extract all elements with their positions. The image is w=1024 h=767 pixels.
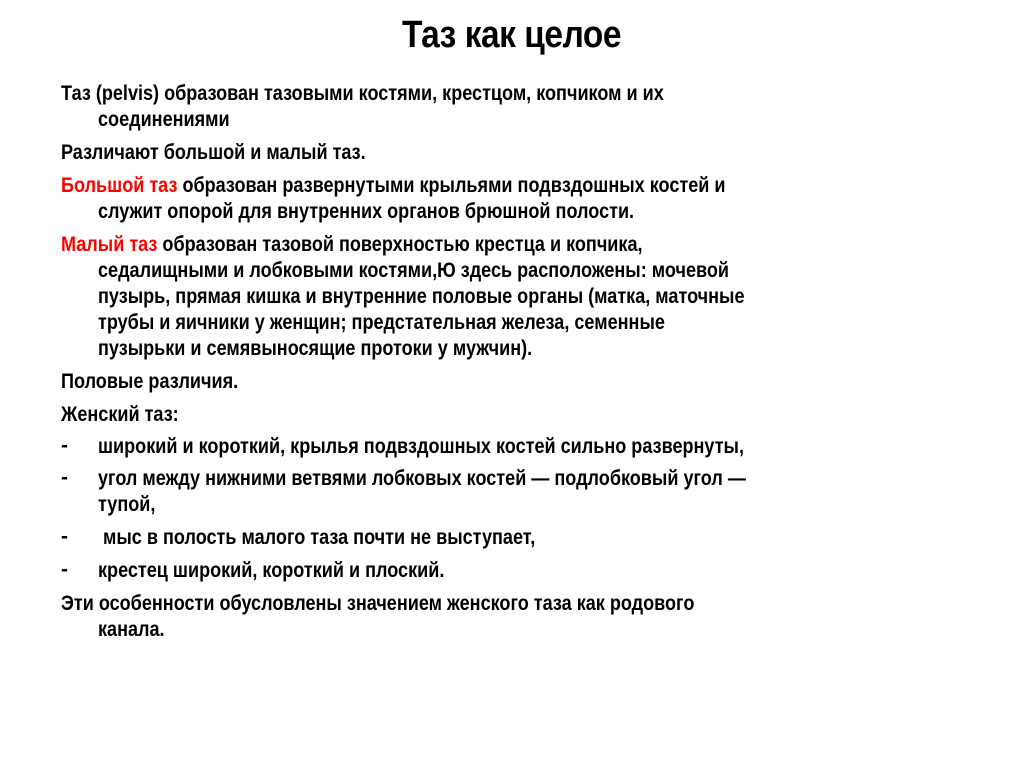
bullet-dash: -: [61, 434, 68, 457]
paragraph-line: Таз (pelvis) образован тазовыми костями, крестцом, копчиком и их: [61, 81, 664, 105]
paragraph-line: трубы и яичники у женщин; предстательная железа, семенные: [98, 310, 665, 334]
slide-title-text: Таз как целое: [402, 14, 622, 56]
paragraph-line: Эти особенности обусловлены значением женского таза как родового: [61, 591, 695, 615]
paragraph-line: канала.: [98, 617, 165, 641]
paragraph-line: [61, 231, 643, 257]
highlight-term: Малый таз: [61, 232, 158, 256]
paragraph-line: седалищными и лобковыми костями,Ю здесь расположены: мочевой: [98, 258, 730, 282]
bullet-line: угол между нижними ветвями лобковых костей — подлобковый угол —: [98, 466, 746, 490]
bullet-dash: -: [61, 525, 68, 548]
paragraph-line: служит опорой для внутренних органов брюшной полости.: [98, 199, 635, 223]
line-text: образован развернутыми крыльями подвздошных костей и: [177, 173, 726, 197]
bullet-line: тупой,: [98, 492, 156, 516]
line-text: образован тазовой поверхностью крестца и копчика,: [157, 232, 643, 256]
paragraph-line: соединениями: [98, 107, 230, 131]
bullet-line: крестец широкий, короткий и плоский.: [98, 558, 445, 582]
paragraph-line: Половые различия.: [61, 369, 239, 393]
paragraph-line: пузырь, прямая кишка и внутренние половые органы (матка, маточные: [98, 284, 745, 308]
paragraph-line: Женский таз:: [61, 402, 179, 426]
bullet-line: мыс в полость малого таза почти не выступает,: [98, 525, 536, 549]
highlight-term: Большой таз: [61, 173, 178, 197]
bullet-dash: -: [61, 466, 68, 489]
paragraph-line: [61, 172, 725, 198]
paragraph-line: пузырьки и семявыносящие протоки у мужчин).: [98, 336, 533, 360]
bullet-dash: -: [61, 558, 68, 581]
slide-title: [0, 14, 1024, 57]
paragraph-line: Различают большой и малый таз.: [61, 140, 366, 164]
bullet-line: широкий и короткий, крылья подвздошных костей сильно развернуты,: [98, 434, 744, 458]
